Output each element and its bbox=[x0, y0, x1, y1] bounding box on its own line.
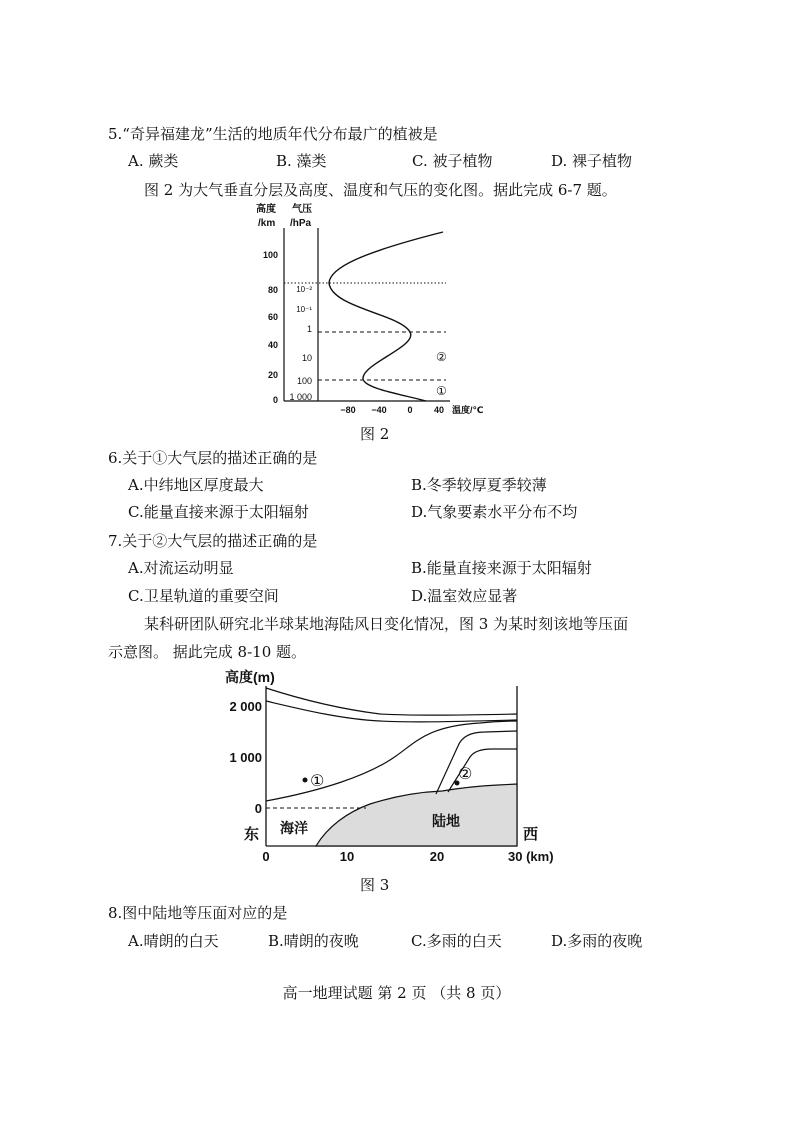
pressure-tick-100: 100 bbox=[296, 376, 312, 386]
height-tick-80: 80 bbox=[267, 285, 278, 295]
height-axis-label: 高度 bbox=[256, 204, 276, 215]
height-tick-60: 60 bbox=[267, 312, 278, 322]
temperature-axis-label: 温度/℃ bbox=[452, 405, 484, 415]
x-tick-10: 10 bbox=[339, 849, 355, 864]
q8-option-d: D.多雨的夜晚 bbox=[551, 932, 643, 950]
x-tick-20: 20 bbox=[429, 849, 445, 864]
pressure-axis-unit: /hPa bbox=[290, 218, 312, 229]
isobar-upper bbox=[266, 701, 517, 722]
height-axis-unit: /km bbox=[258, 218, 276, 229]
q5-option-c: C. 被子植物 bbox=[412, 152, 493, 170]
east-label: 东 bbox=[244, 826, 260, 843]
height-tick-0: 0 bbox=[272, 395, 278, 405]
q6-option-c: C.能量直接来源于太阳辐射 bbox=[128, 503, 309, 521]
intro-fig3-line2: 示意图。 据此完成 8-10 题。 bbox=[108, 643, 307, 661]
pressure-tick-10: 10 bbox=[301, 353, 312, 363]
point-2-label: ② bbox=[458, 766, 473, 783]
q7-option-c: C.卫星轨道的重要空间 bbox=[128, 587, 279, 605]
height-axis-title: 高度(m) bbox=[225, 669, 275, 685]
figure-2-atmosphere-diagram bbox=[250, 198, 510, 420]
q8-stem: 8.图中陆地等压面对应的是 bbox=[108, 904, 288, 922]
isobar-top bbox=[266, 688, 517, 715]
temperature-curve bbox=[329, 232, 443, 401]
q8-option-b: B.晴朗的夜晚 bbox=[268, 932, 359, 950]
x-tick-0: 0 bbox=[262, 849, 270, 864]
height-tick-100: 100 bbox=[262, 250, 278, 260]
q6-stem: 6.关于①大气层的描述正确的是 bbox=[108, 449, 318, 467]
temp-tick-40: 40 bbox=[433, 405, 445, 415]
height-tick-40: 40 bbox=[267, 340, 278, 350]
intro-fig2: 图 2 为大气垂直分层及高度、温度和气压的变化图。据此完成 6-7 题。 bbox=[144, 181, 617, 199]
q8-option-a: A.晴朗的白天 bbox=[128, 932, 219, 950]
q7-option-a: A.对流运动明显 bbox=[128, 559, 234, 577]
y-tick-0: 0 bbox=[254, 801, 262, 816]
temp-tick-minus40: −40 bbox=[371, 405, 387, 415]
q6-option-d: D.气象要素水平分布不均 bbox=[411, 503, 578, 521]
q6-option-a: A.中纬地区厚度最大 bbox=[128, 476, 264, 494]
pressure-tick-0-1: 10⁻¹ bbox=[296, 305, 312, 314]
q7-stem: 7.关于②大气层的描述正确的是 bbox=[108, 532, 318, 550]
temp-tick-minus80: −80 bbox=[340, 405, 356, 415]
land-label: 陆地 bbox=[432, 813, 460, 829]
ocean-label: 海洋 bbox=[280, 820, 308, 836]
figure-2-caption: 图 2 bbox=[360, 425, 390, 443]
layer-1-marker: ① bbox=[436, 384, 447, 398]
layer-2-marker: ② bbox=[436, 350, 447, 364]
pressure-tick-0-01: 10⁻² bbox=[296, 285, 312, 294]
y-tick-2000: 2 000 bbox=[229, 699, 262, 714]
x-tick-30-km: 30 (km) bbox=[508, 849, 554, 864]
land-area bbox=[316, 784, 517, 846]
west-label: 西 bbox=[523, 826, 539, 843]
point-1-label: ① bbox=[310, 773, 325, 790]
height-tick-20: 20 bbox=[267, 370, 278, 380]
page-footer: 高一地理试题 第 2 页 （共 8 页） bbox=[282, 984, 511, 1002]
q7-option-b: B.能量直接来源于太阳辐射 bbox=[411, 559, 592, 577]
q8-option-c: C.多雨的白天 bbox=[411, 932, 502, 950]
q7-option-d: D.温室效应显著 bbox=[411, 587, 518, 605]
intro-fig3-line1: 某科研团队研究北半球某地海陆风日变化情况，图 3 为某时刻该地等压面 bbox=[144, 615, 629, 633]
q6-option-b: B.冬季较厚夏季较薄 bbox=[411, 476, 547, 494]
point-1-dot bbox=[303, 778, 308, 783]
q5-option-b: B. 藻类 bbox=[276, 152, 327, 170]
pressure-tick-1000: 1 000 bbox=[289, 392, 312, 402]
q5-option-d: D. 裸子植物 bbox=[551, 152, 633, 170]
q5-option-a: A. 蕨类 bbox=[128, 152, 179, 170]
figure-3-caption: 图 3 bbox=[360, 876, 390, 894]
q5-stem: 5.“奇异福建龙”生活的地质年代分布最广的植被是 bbox=[108, 125, 438, 143]
pressure-axis-label: 气压 bbox=[292, 204, 312, 215]
figure-3-isobar-diagram bbox=[220, 664, 580, 868]
y-tick-1000: 1 000 bbox=[229, 750, 262, 765]
temp-tick-0: 0 bbox=[407, 405, 413, 415]
pressure-tick-1: 1 bbox=[306, 324, 312, 334]
